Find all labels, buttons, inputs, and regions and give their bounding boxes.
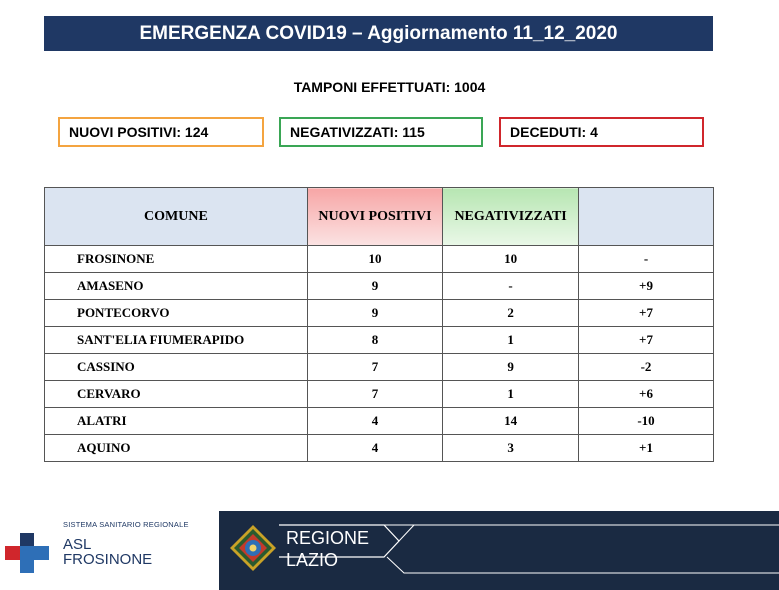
cell-comune: CERVARO [45,381,308,408]
cell-comune: PONTECORVO [45,300,308,327]
asl-line1: ASL [63,536,92,553]
table-row [45,273,714,300]
cell-negativizzati: 1 [443,327,579,354]
cell-comune: AQUINO [45,435,308,462]
cell-difference: -2 [578,354,713,381]
cell-negativizzati: 1 [443,381,579,408]
deceduti-box: DECEDUTI: 4 [499,117,704,147]
cell-nuovi-positivi: 4 [307,435,442,462]
cell-difference: +7 [578,300,713,327]
cell-difference: +9 [578,273,713,300]
header-comune: COMUNE [45,188,308,246]
lazio-label [286,527,369,571]
header-difference [578,188,713,246]
header-negativizzati: NEGATIVIZZATI [443,188,579,246]
table-row [45,408,714,435]
cell-difference: +7 [578,327,713,354]
lazio-line2: LAZIO [286,550,339,570]
cell-nuovi-positivi: 9 [307,300,442,327]
cell-comune: FROSINONE [45,246,308,273]
negativizzati-box: NEGATIVIZZATI: 115 [279,117,483,147]
cell-nuovi-positivi: 7 [307,354,442,381]
cell-nuovi-positivi: 7 [307,381,442,408]
table-row [45,246,714,273]
cell-nuovi-positivi: 9 [307,273,442,300]
tamponi-total: TAMPONI EFFETTUATI: 1004 [293,79,486,95]
cell-negativizzati: 3 [443,435,579,462]
comuni-table [44,187,714,462]
asl-cross-icon [5,533,49,573]
table-row [45,354,714,381]
cell-negativizzati: 9 [443,354,579,381]
cell-comune: ALATRI [45,408,308,435]
asl-frosinone-logo [0,510,215,590]
cell-difference: -10 [578,408,713,435]
cell-comune: SANT'ELIA FIUMERAPIDO [45,327,308,354]
table-row [45,300,714,327]
regione-lazio-banner [219,511,779,590]
table-row [45,435,714,462]
cell-difference: - [578,246,713,273]
table-row [45,327,714,354]
asl-subtitle: SISTEMA SANITARIO REGIONALE [63,520,189,529]
cell-comune: CASSINO [45,354,308,381]
cell-negativizzati: - [443,273,579,300]
nuovi-positivi-box: NUOVI POSITIVI: 124 [58,117,264,147]
cell-difference: +1 [578,435,713,462]
asl-name [63,537,152,567]
cell-negativizzati: 10 [443,246,579,273]
cell-negativizzati: 2 [443,300,579,327]
header-nuovi-positivi: NUOVI POSITIVI [307,188,442,246]
cell-nuovi-positivi: 4 [307,408,442,435]
cell-nuovi-positivi: 10 [307,246,442,273]
lazio-line1: REGIONE [286,528,370,548]
table-row [45,381,714,408]
page-title: EMERGENZA COVID19 – Aggiornamento 11_12_2020 [44,16,713,51]
lazio-emblem-icon [229,524,277,572]
cell-nuovi-positivi: 8 [307,327,442,354]
cell-negativizzati: 14 [443,408,579,435]
cell-comune: AMASENO [45,273,308,300]
table-header-row [45,188,714,246]
cell-difference: +6 [578,381,713,408]
asl-line2: FROSINONE [63,551,153,568]
